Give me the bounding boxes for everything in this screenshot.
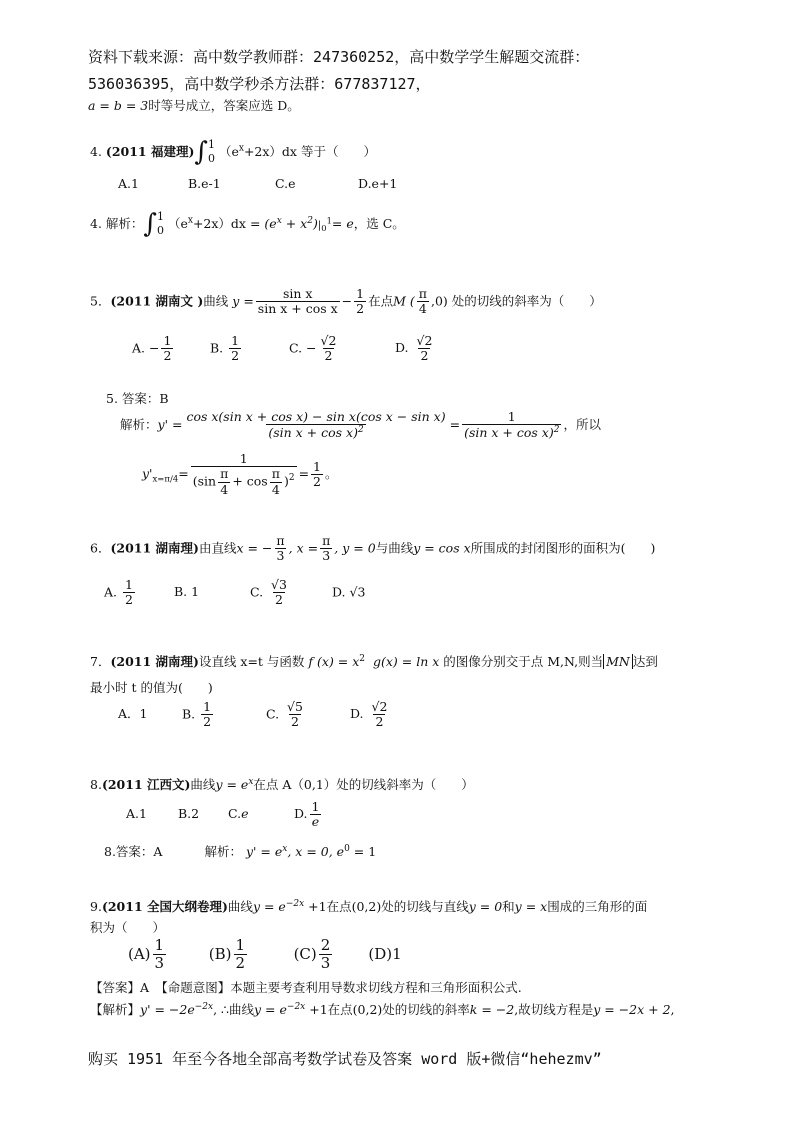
q6-stem: 6．(2011 湖南理)由直线x = − $\frac{\pi}{3}$ , x = $\frac{\pi}{3}$ , y = 0与曲线y = cos x所围成的封闭图形的面积为( ) bbox=[90, 533, 656, 564]
q4-integrand: （e bbox=[218, 143, 239, 159]
q4-integrand-sup: x bbox=[238, 143, 244, 154]
q9-number: 9. bbox=[90, 899, 102, 914]
q4-solution: 4. 解析：∫ 1 0 $(e^x+2x)dx = (e^x + x^2)|_0^1= e$，选 C。 bbox=[90, 209, 405, 240]
q9-option-c: (C) $\frac{2}{3}$ bbox=[293, 936, 331, 973]
q5-stem-a: 曲线 bbox=[203, 293, 229, 309]
q4-solution-label: 4. 解析： bbox=[90, 215, 144, 231]
q9-source: (2011 全国大纲卷理) bbox=[101, 899, 228, 914]
q9-option-b: (B) $\frac{1}{2}$ bbox=[208, 936, 246, 973]
q6-option-a: A. $\frac{1}{2}$ bbox=[104, 577, 133, 608]
q5-frac1: $\frac{\text{sin x}}{\text{sin x + cos x}}$ bbox=[257, 286, 338, 317]
q9-stem-line2: 积为（ ） bbox=[90, 920, 166, 935]
q8-option-c: C.e bbox=[227, 806, 249, 822]
q6-options bbox=[104, 578, 365, 608]
q5-option-d: D. $\frac{√2}{2}$ bbox=[394, 333, 433, 364]
q8-option-a: A.1 bbox=[126, 806, 147, 822]
q7-option-a: A．1 bbox=[118, 706, 148, 722]
q6-option-d: D. √3 bbox=[331, 584, 366, 600]
q4-sol-rest: +2x）dx = bbox=[192, 215, 261, 231]
q5-stem-b: 在点 bbox=[368, 293, 394, 309]
q5-solution-line2: $y'_{x=\pi/4}=$ 1 (sin $\frac{\pi}{4}$ + cos $\frac{\pi}{4}$ )$^2$ = $\frac{1}{2}$ 。 bbox=[142, 451, 338, 497]
prev-answer-tail bbox=[88, 96, 300, 114]
integral-sign-icon: ∫ bbox=[194, 137, 208, 168]
q4-upper-limit: 1 bbox=[207, 138, 215, 151]
q4-option-b: B.e-1 bbox=[188, 176, 221, 191]
q4-option-d: D.e+1 bbox=[358, 176, 398, 191]
q5-number: 5． bbox=[90, 293, 111, 309]
q9-analysis: 【解析】$y' = -2e^{-2x}$, ∴曲线$y = e^{-2x} +1$在点(0,2)处的切线的斜率k = −2,故切线方程是y = −2x + 2, bbox=[90, 1001, 675, 1017]
q7-source: (2011 湖南理) bbox=[110, 654, 199, 669]
q5-sol-label: 解析： bbox=[120, 416, 158, 432]
q8-answer-label: 8.答案：A bbox=[104, 844, 163, 859]
q5-option-c: C. − $\frac{√2}{2}$ bbox=[288, 333, 337, 364]
q5-y-eq: y = bbox=[232, 293, 254, 309]
q8-stem: 8.(2011 江西文)曲线$y = e^x$在点 A（0,1）处的切线斜率为（ ） bbox=[90, 776, 474, 792]
q5-point-frac: $\frac{\pi}{4}$ bbox=[418, 286, 427, 317]
q7-option-b: B. $\frac{1}{2}$ bbox=[181, 699, 212, 730]
q5-source: (2011 湖南文 ) bbox=[110, 293, 204, 309]
q6-option-c: C. $\frac{√3}{2}$ bbox=[249, 577, 287, 608]
q6-number: 6． bbox=[90, 540, 111, 556]
q4-option-a: A.1 bbox=[118, 176, 139, 191]
q8-option-d: D. $\frac{1}{e}$ bbox=[293, 799, 320, 830]
prev-text: 时等号成立，答案应选 D。 bbox=[148, 98, 300, 113]
q7-options bbox=[118, 700, 391, 730]
header-line-1: 资料下载来源：高中数学教师群：247360252，高中数学学生解题交流群： bbox=[88, 48, 590, 66]
q8-answer: 8.答案：A 解析： $y' = e^x$, x = 0, $e^0 = 1$ bbox=[104, 843, 377, 859]
q9-option-d: (D)1 bbox=[368, 944, 402, 963]
q4-number: 4. bbox=[90, 143, 102, 159]
q8-number: 8. bbox=[90, 777, 102, 792]
q5-answer: 5. 答案：B bbox=[106, 391, 169, 406]
q4-sol-upper: 1 bbox=[156, 210, 164, 223]
q9-answer-line: 【答案】A 【命题意图】本题主要考查利用导数求切线方程和三角形面积公式. bbox=[90, 980, 522, 995]
q5-sol2-frac: 1 (sin $\frac{\pi}{4}$ + cos $\frac{\pi}{4}$ )$^2$ bbox=[192, 451, 295, 497]
q4-option-c: C.e bbox=[275, 176, 296, 191]
q4-stem bbox=[90, 138, 376, 167]
q7-number: 7． bbox=[90, 654, 111, 669]
q5-stem: 5．(2011 湖南文 )曲线 y = $\frac{\text{sin x}}{\text{sin x + cos x}}$ − $\frac{1}{2}$ 在点M ( $\frac{\pi}{4}$ ,0) 处的切线的斜率为（ ） bbox=[90, 286, 602, 317]
q5-option-a: A. − $\frac{1}{2}$ bbox=[132, 333, 172, 364]
q8-options bbox=[126, 800, 323, 830]
q6-option-b: B. 1 bbox=[173, 584, 200, 600]
footer-ad: 购买 1951 年至今各地全部高考数学试卷及答案 word 版+微信“hehezmv” bbox=[88, 1050, 602, 1068]
q4-source: (2011 福建理) bbox=[105, 143, 195, 159]
q5-sol-frac2: $\frac{1}{(\sin x + \cos x)^2}$ bbox=[464, 409, 560, 441]
q9-stem: 9.(2011 全国大纲卷理)曲线$y = e^{-2x} +1$在点(0,2)处的切线与直线y = 0和y = x围成的三角形的面 bbox=[90, 898, 648, 914]
q5-sol-frac1: $\frac{\text{cos x(sin x + cos x) − sin x(cos x − sin x)}}{(\sin x + \cos x)^2}$ bbox=[186, 409, 446, 441]
q4-sol-choice: ，选 C。 bbox=[353, 215, 405, 231]
q9-options bbox=[128, 937, 402, 973]
q7-option-c: C. $\frac{√5}{2}$ bbox=[265, 699, 303, 730]
q5-options bbox=[132, 334, 436, 364]
q4-integrand-rest: +2x）dx 等于（ ） bbox=[243, 143, 376, 159]
q4-lower-limit: 0 bbox=[207, 152, 215, 166]
header-line-2: 536036395，高中数学秒杀方法群：677837127， bbox=[88, 75, 431, 93]
q4-sol-integrand: （e bbox=[167, 215, 188, 231]
q9-option-a: (A) $\frac{1}{3}$ bbox=[128, 936, 165, 973]
q4-sol-sup: x bbox=[187, 215, 193, 226]
prev-math: a = b = 3 bbox=[88, 98, 149, 113]
q5-option-b: B. $\frac{1}{2}$ bbox=[209, 333, 240, 364]
q7-stem: 7．(2011 湖南理)设直线 x=t 与函数 f $(x) = x^2$ g(x) = ln x 的图像分别交于点 M,N,则当 MN 达到 bbox=[90, 653, 658, 669]
q6-source: (2011 湖南理) bbox=[110, 540, 199, 556]
q7-stem-line2: 最小时 t 的值为( ) bbox=[90, 680, 213, 695]
q4-limits bbox=[208, 138, 215, 167]
q4-sol-limits bbox=[157, 210, 164, 239]
integral-sign-icon: ∫ bbox=[143, 209, 157, 240]
q8-source: (2011 江西文) bbox=[101, 777, 191, 792]
q8-option-b: B.2 bbox=[177, 806, 200, 822]
q5-stem-c: 处的切线的斜率为（ ） bbox=[451, 293, 602, 309]
q4-sol-lower: 0 bbox=[156, 224, 164, 238]
q5-frac2: $\frac{1}{2}$ bbox=[356, 286, 365, 317]
q4-sol-eval: = e bbox=[331, 215, 354, 231]
q4-sol-expr: $(e^x + x^2)$ bbox=[264, 215, 318, 231]
q5-solution-line1: 解析：y' = $\frac{\text{cos x(sin x + cos x) − sin x(cos x − sin x)}}{(\sin x + \cos x)^2}$ = $\frac{1}{(\sin x + \cos x)^2}$ ，所以 bbox=[120, 409, 601, 441]
q7-option-d: D. $\frac{√2}{2}$ bbox=[349, 699, 388, 730]
